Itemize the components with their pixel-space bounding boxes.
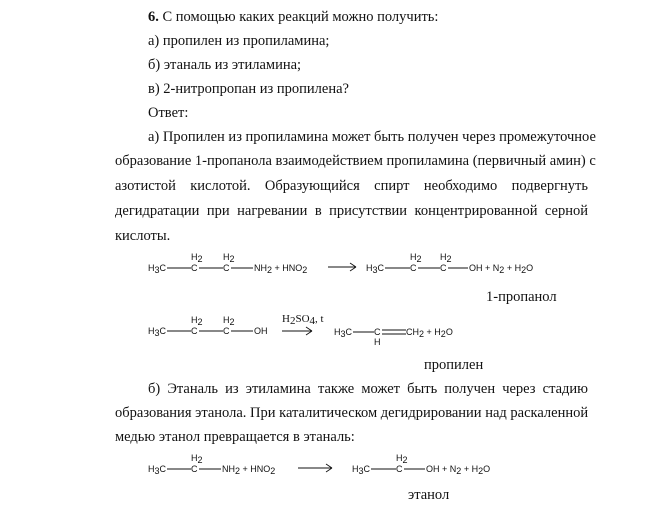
svg-text:H2: H2 bbox=[223, 315, 235, 327]
eq1-nh2: NH2 + HNO2 bbox=[254, 263, 308, 275]
svg-text:OH + N2 + H2O: OH + N2 + H2O bbox=[426, 464, 491, 476]
part-a-line-1: а) Пропилен из пропиламина может быть получен через промежуточное bbox=[148, 129, 596, 145]
svg-text:H2: H2 bbox=[410, 252, 422, 264]
svg-text:H2: H2 bbox=[191, 453, 203, 465]
eq1-product-c1: C bbox=[410, 263, 417, 273]
svg-text:H2: H2 bbox=[191, 315, 203, 327]
svg-text:H3C: H3C bbox=[148, 464, 167, 476]
equation-ethylamine-to-ethanol bbox=[0, 448, 656, 488]
svg-text:OH: OH bbox=[254, 326, 268, 336]
part-a-line-5: кислоты. bbox=[115, 228, 171, 244]
svg-text:CH2 + H2O: CH2 + H2O bbox=[406, 327, 453, 339]
eq1-h3c: H3C bbox=[148, 263, 167, 275]
question-line bbox=[148, 8, 438, 26]
question-number: 6. bbox=[148, 9, 159, 25]
question-item-a: а) пропилен из пропиламина; bbox=[148, 33, 330, 49]
eq1-c1: C bbox=[191, 263, 198, 273]
eq1-product-c2: C bbox=[440, 263, 447, 273]
part-b-line-2: образования этанола. При каталитическом дегидрировании над раскаленной bbox=[115, 405, 589, 421]
eq1-product-oh: OH + N2 + H2O bbox=[469, 263, 534, 275]
svg-text:H3C: H3C bbox=[334, 327, 353, 339]
label-propylene: пропилен bbox=[424, 357, 484, 373]
part-a-line-2: образование 1-пропанола взаимодействием пропиламина (первичный амин) с bbox=[115, 153, 596, 169]
svg-text:H2: H2 bbox=[440, 252, 452, 264]
eq1-h2-2: H2 bbox=[223, 252, 235, 264]
part-b-line-1: б) Этаналь из этиламина также может быть получен через стадию bbox=[148, 381, 588, 397]
svg-text:NH2 + HNO2: NH2 + HNO2 bbox=[222, 464, 276, 476]
svg-text:C: C bbox=[191, 464, 198, 474]
svg-text:C: C bbox=[191, 326, 198, 336]
eq2-condition: H2SO4, t bbox=[282, 313, 324, 327]
eq2-h: H bbox=[374, 337, 381, 347]
svg-text:C: C bbox=[223, 326, 230, 336]
question-text: С помощью каких реакций можно получить: bbox=[162, 9, 439, 25]
equation-propanol-to-propylene bbox=[0, 310, 656, 350]
part-b-line-3: медью этанол превращается в этаналь: bbox=[115, 429, 355, 445]
eq1-h2-1: H2 bbox=[191, 252, 203, 264]
eq1-c2: C bbox=[223, 263, 230, 273]
answer-heading: Ответ: bbox=[148, 105, 189, 121]
svg-text:C: C bbox=[396, 464, 403, 474]
part-a-line-4: дегидратации при нагревании в присутствии концентрированной серной bbox=[115, 203, 588, 219]
label-1-propanol: 1-пропанол bbox=[486, 289, 557, 305]
label-ethanol: этанол bbox=[408, 487, 450, 503]
part-a-line-3: азотистой кислотой. Образующийся спирт необходимо подвергнуть bbox=[115, 178, 588, 194]
eq1-product-h3c: H3C bbox=[366, 263, 385, 275]
question-item-b: б) этаналь из этиламина; bbox=[148, 57, 302, 73]
question-item-c: в) 2-нитропропан из пропилена? bbox=[148, 81, 349, 97]
svg-text:H3C: H3C bbox=[148, 326, 167, 338]
svg-text:H3C: H3C bbox=[352, 464, 371, 476]
equation-propylamine-to-propanol bbox=[0, 250, 656, 290]
svg-text:H2: H2 bbox=[396, 453, 408, 465]
svg-text:C: C bbox=[374, 327, 381, 337]
